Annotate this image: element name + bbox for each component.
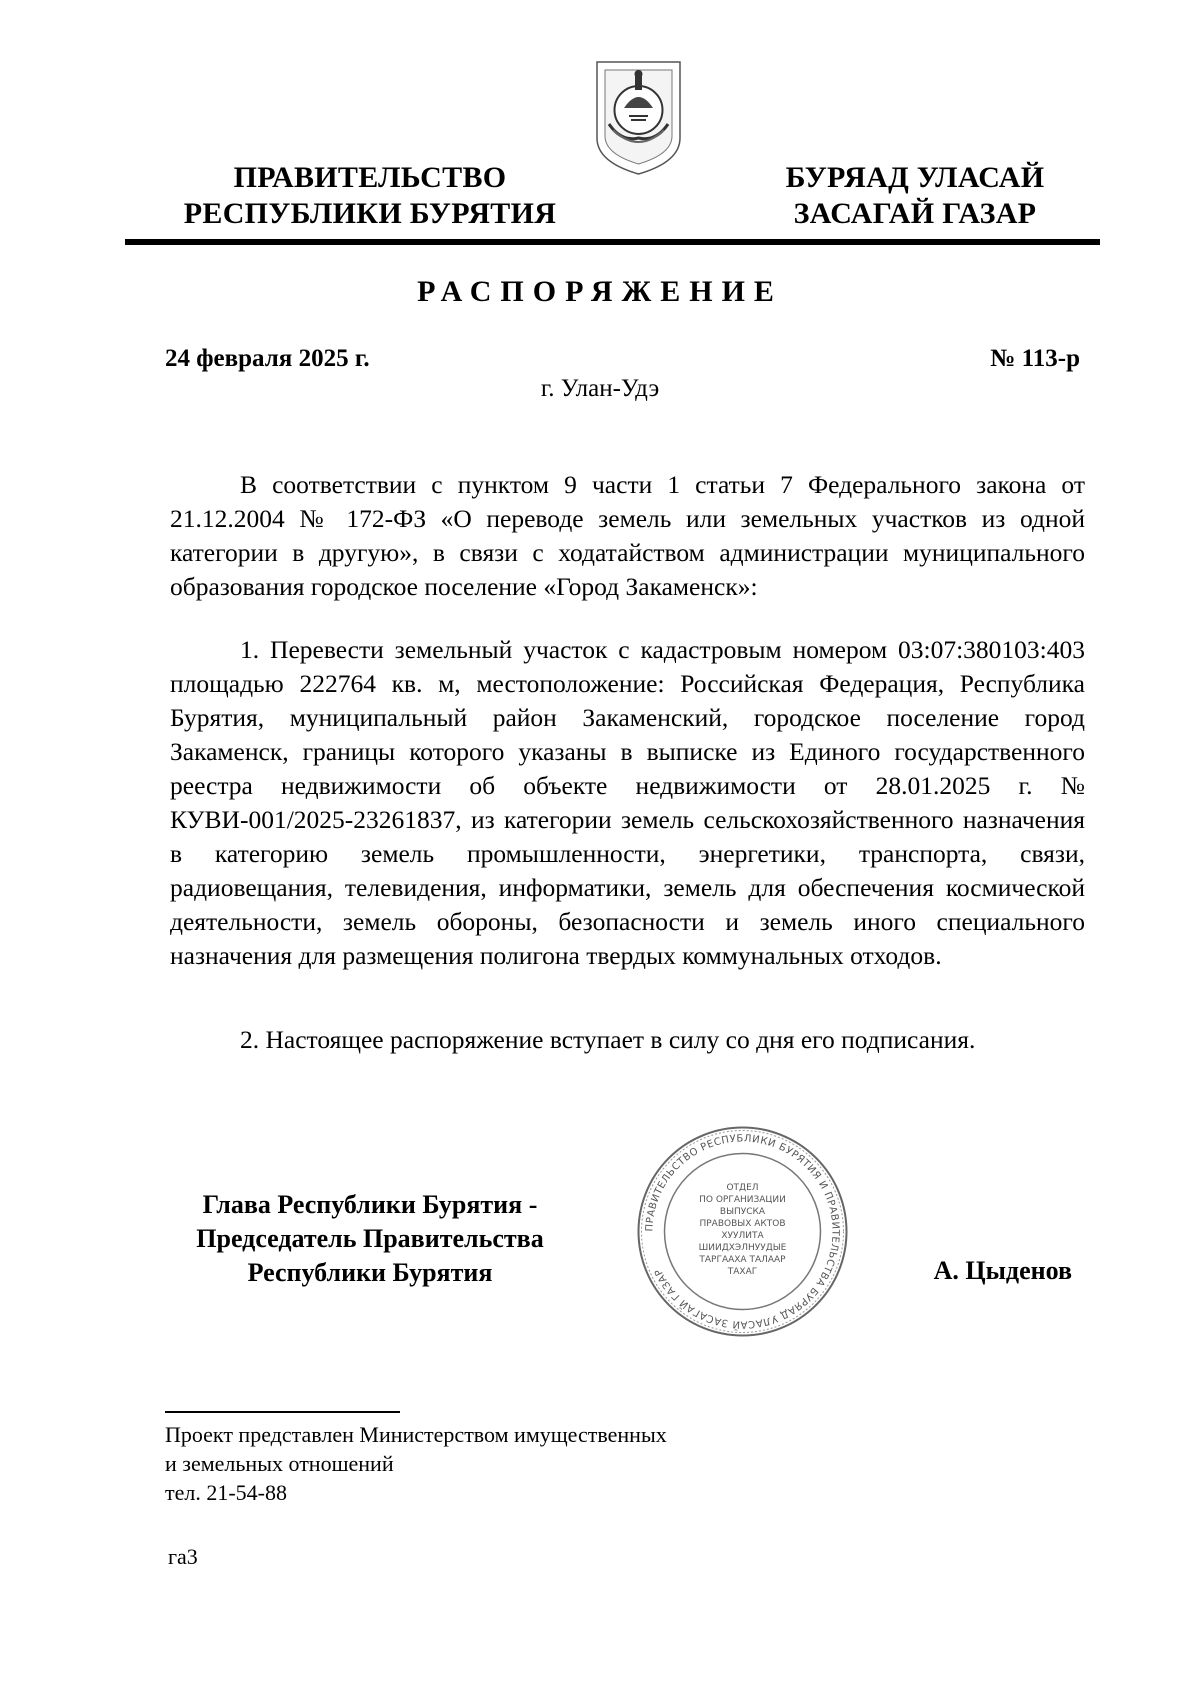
official-stamp <box>635 1124 850 1339</box>
body-intro-paragraph: В соответствии с пунктом 9 части 1 статьи 7 Федерального закона от 21.12.2004 № 172-ФЗ «О переводе земель или земельных участков из одной категории в другую», в связи с ходатайством администрации муниципального образования городское поселение «Город Закаменск»: <box>170 470 1085 601</box>
stamp-line: ПРАВОВЫХ АКТОВ <box>699 1219 786 1229</box>
signatory-title-line1: Глава Республики Бурятия - <box>202 1190 538 1219</box>
header-right-line1: БУРЯАД УЛАСАЙ <box>785 161 1045 194</box>
signatory-title-line3: Республики Бурятия <box>247 1258 493 1287</box>
footnote <box>165 1420 667 1507</box>
stamp-line: ТАРГААХА ТАЛААР <box>699 1255 786 1265</box>
coat-of-arms-icon <box>591 58 686 178</box>
stamp-outer-text: ПРАВИТЕЛЬСТВО РЕСПУБЛИКИ БУРЯТИЯ И ПРАВИТЕЛЬСТВА БУРЯАД УЛАСАЙ ЗАСАГАЙ ГАЗАР <box>644 1133 841 1330</box>
footer-code: га3 <box>168 1544 198 1569</box>
document-number: № 113-р <box>990 345 1080 372</box>
document-date: 24 февраля 2025 г. <box>165 345 370 372</box>
stamp-line: ОТДЕЛ <box>726 1183 759 1193</box>
signatory-title-line2: Председатель Правительства <box>196 1224 544 1253</box>
signatory-title <box>165 1188 575 1290</box>
stamp-line: ШИИДХЭЛНУУДЫЕ <box>698 1243 787 1253</box>
header-right-line2: ЗАСАГАЙ ГАЗАР <box>793 197 1037 230</box>
stamp-line: ПО ОРГАНИЗАЦИИ <box>699 1195 786 1205</box>
header-left-line1: ПРАВИТЕЛЬСТВО <box>233 161 507 194</box>
header-left-line2: РЕСПУБЛИКИ БУРЯТИЯ <box>183 197 557 230</box>
document-city: г. Улан-Удэ <box>540 375 660 402</box>
footnote-phone: тел. 21-54-88 <box>165 1480 288 1505</box>
footnote-divider <box>165 1411 400 1413</box>
header-divider <box>125 239 1100 245</box>
document-type: РАСПОРЯЖЕНИЕ <box>417 275 783 308</box>
stamp-line: ТАХАГ <box>727 1267 758 1277</box>
stamp-line: ВЫПУСКА <box>719 1207 766 1217</box>
footnote-line2: и земельных отношений <box>165 1451 394 1476</box>
header-left <box>160 160 580 232</box>
stamp-line: ХУУЛИТА <box>721 1231 764 1241</box>
signatory-name: А. Цыденов <box>933 1256 1072 1285</box>
header-right <box>740 160 1090 232</box>
body-item-2-paragraph: 2. Настоящее распоряжение вступает в силу со дня его подписания. <box>240 1025 976 1054</box>
footnote-line1: Проект представлен Министерством имущественных <box>165 1422 667 1447</box>
body-item-1-paragraph: 1. Перевести земельный участок с кадастровым номером 03:07:380103:403 площадью 222764 кв. м, местоположение: Российская Федерация, Республика Бурятия, муниципальный район Закаменский, городское поселение город Закаменск, границы которого указаны в выписке из Единого государственного реестра недвижимости об объекте недвижимости от 28.01.2025 г. № КУВИ-001/2025-23261837, из категории земель сельскохозяйственного назначения в категорию земель промышленности, энергетики, транспорта, связи, радиовещания, телевидения, информатики, земель для обеспечения космической деятельности, земель обороны, безопасности и земель иного специального назначения для размещения полигона твердых коммунальных отходов. <box>170 635 1085 970</box>
